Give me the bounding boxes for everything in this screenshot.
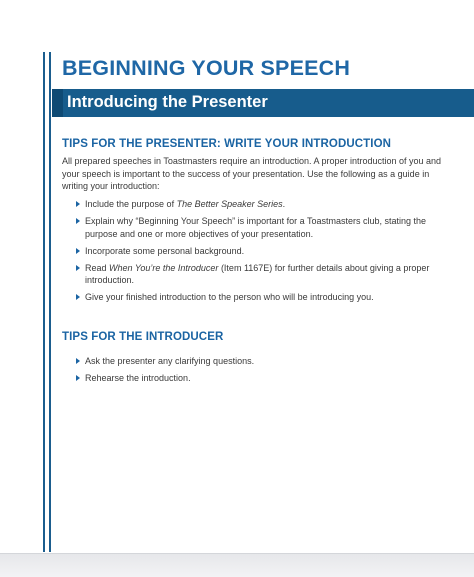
triangle-bullet-icon — [76, 265, 80, 271]
triangle-bullet-icon — [76, 358, 80, 364]
page-title: BEGINNING YOUR SPEECH — [62, 56, 351, 80]
list-item: Include the purpose of The Better Speaker Series. — [76, 198, 451, 211]
triangle-bullet-icon — [76, 218, 80, 224]
page-bottom-edge — [0, 553, 474, 577]
list-item: Rehearse the introduction. — [76, 372, 451, 385]
list-item: Read When You’re the Introducer (Item 1167E) for further details about giving a proper introduction. — [76, 262, 451, 287]
triangle-bullet-icon — [76, 375, 80, 381]
banner-title: Introducing the Presenter — [67, 93, 268, 111]
list-item: Incorporate some personal background. — [76, 245, 451, 258]
presenter-intro-paragraph: All prepared speeches in Toastmasters require an introduction. A proper introduction of you and your speech is important to the success of your presentation. Use the following as a guide in writing your introduction: — [62, 156, 442, 191]
triangle-bullet-icon — [76, 248, 80, 254]
list-item: Give your finished introduction to the person who will be introducing you. — [76, 291, 451, 304]
margin-rule-outer — [43, 52, 45, 552]
banner-accent — [52, 89, 63, 117]
presenter-tips-list — [76, 198, 451, 308]
list-item: Ask the presenter any clarifying questions. — [76, 355, 451, 368]
triangle-bullet-icon — [76, 201, 80, 207]
introducer-tips-list — [76, 355, 451, 389]
margin-rule-inner — [49, 52, 51, 552]
list-item: Explain why “Beginning Your Speech” is important for a Toastmasters club, stating the purpose and one or more objectives of your presentation. — [76, 215, 451, 240]
presenter-tips-heading: TIPS FOR THE PRESENTER: WRITE YOUR INTRODUCTION — [62, 138, 392, 150]
introducer-tips-heading: TIPS FOR THE INTRODUCER — [62, 331, 224, 343]
triangle-bullet-icon — [76, 294, 80, 300]
